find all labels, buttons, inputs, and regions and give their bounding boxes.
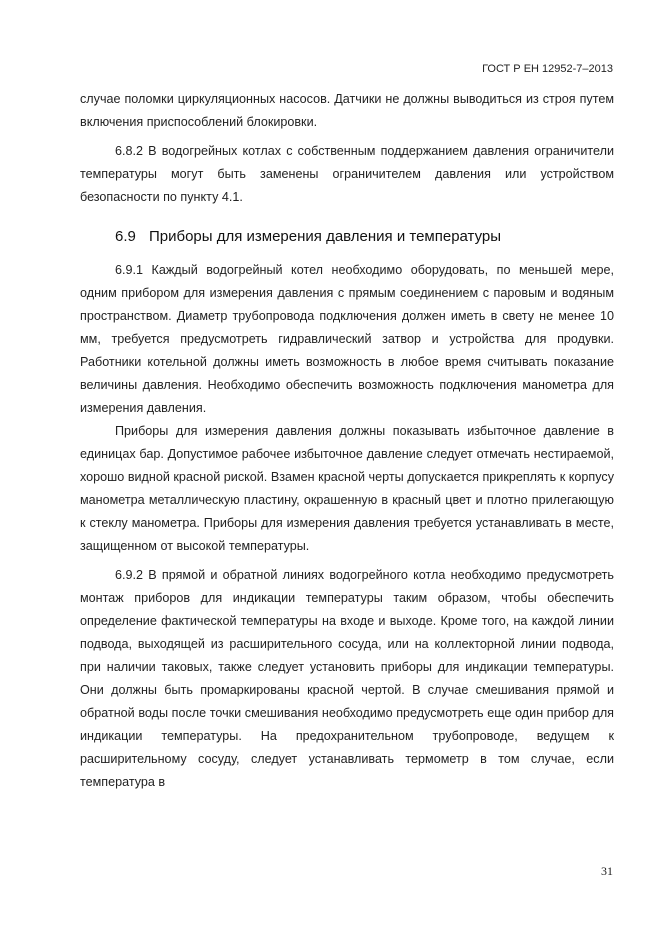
section-number: 6.9 — [115, 228, 136, 245]
paragraph-intro-continued: случае поломки циркуляционных насосов. Датчики не должны выводиться из строя путем включения приспособлений блокировки. — [80, 92, 614, 129]
paragraph-6-8-2: 6.8.2 В водогрейных котлах с собственным поддержанием давления ограничители температуры могут быть заменены ограничителем давления или устройством безопасности по пункту 4.1. — [80, 144, 614, 204]
section-heading-6-9 — [115, 227, 614, 247]
document-body — [80, 88, 614, 794]
paragraph-6-9-2: 6.9.2 В прямой и обратной линиях водогрейного котла необходимо предусмотреть монтаж приборов для индикации температуры таким образом, чтобы обеспечить определение фактической температуры на входе и выходе. Кроме того, на каждой линии подвода, выходящей из расширительного сосуда, или на коллекторной линии подвода, при наличии таковых, также следует установить приборы для индикации температуры. Они должны быть промаркированы красной чертой. В случае смешивания прямой и обратной воды после точки смешивания необходимо предусмотреть еще один прибор для индикации температуры. На предохранительном трубопроводе, ведущем к расширительному сосуду, следует устанавливать термометр в том случае, если температура в — [80, 568, 614, 789]
standard-designation: ГОСТ Р ЕН 12952-7–2013 — [482, 63, 613, 75]
page-number: 31 — [601, 864, 613, 878]
paragraph-6-9-1-continued: Приборы для измерения давления должны показывать избыточное давление в единицах бар. Допустимое рабочее избыточное давление следует отмечать нестираемой, хорошо видной красной риской. Взамен красной черты допускается прикреплять к корпусу манометра металлическую пластину, окрашенную в красный цвет и плотно прилегающую к стеклу манометра. Приборы для измерения давления требуется устанавливать в месте, защищенном от высокой температуры. — [80, 424, 614, 553]
section-title: Приборы для измерения давления и температуры — [149, 228, 502, 245]
paragraph-6-9-1: 6.9.1 Каждый водогрейный котел необходимо оборудовать, по меньшей мере, одним прибором для измерения давления с прямым соединением с паровым и водяным пространством. Диаметр трубопровода подключения должен иметь в свету не менее 10 мм, требуется предусмотреть гидравлический затвор и устройства для продувки. Работники котельной должны иметь возможность в любое время считывать показание величины давления. Необходимо обеспечить возможность подключения манометра для измерения давления. — [80, 263, 614, 415]
